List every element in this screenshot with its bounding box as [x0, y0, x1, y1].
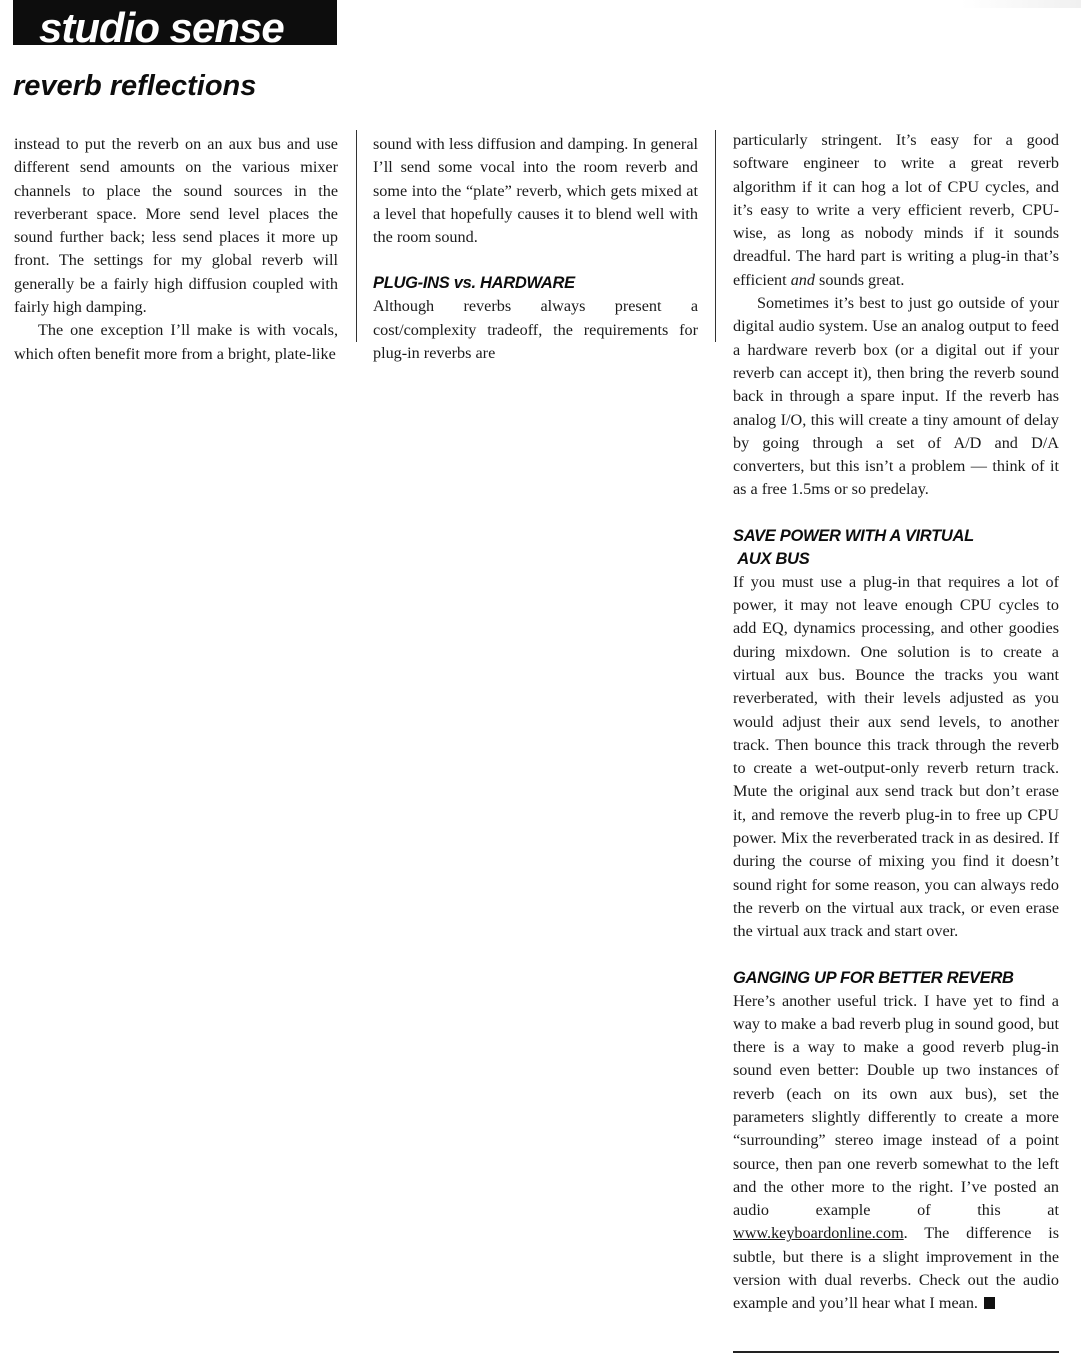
paragraph: [733, 129, 1059, 292]
column-3: [733, 129, 1059, 1316]
subheading-ganging-up: GANGING UP FOR BETTER REVERB: [733, 968, 1014, 987]
bottom-rule: [733, 1351, 1059, 1353]
text-run: particularly stringent. It’s easy for a good software engineer to write a great reverb algorithm if it can hog a lot of CPU cycles, and it’s easy to write a very efficient reverb, CPU-wise, as long as nobody minds if it sounds dreadful. The hard part is writing a plug-in that’s efficient: [733, 131, 1059, 289]
spacer: [733, 944, 1059, 967]
paragraph: Although reverbs always present a cost/complexity tradeoff, the requirements for plug-in reverbs are: [373, 297, 698, 363]
paragraph: If you must use a plug-in that requires a lot of power, it may not leave enough CPU cycles to add EQ, dynamics processing, and other goodies during mixdown. One solution is to create a virtual aux bus. Bounce the tracks you want reverberated, with their levels adjusted as you would adjust their aux send levels, to another track. Then bounce this track through the reverb to create a wet-output-only reverb return track. Mute the original aux send track but don’t erase it, and remove the reverb plug-in to free up CPU power. Mix the reverberated track in as desired. If during the course of mixing you find it doesn’t sound right for some reason, you can always redo the reverb on the virtual aux track, or even erase the virtual aux track and start over.: [733, 572, 1059, 941]
section-banner: [13, 0, 337, 45]
paragraph: sound with less diffusion and damping. In general I’ll send some vocal into the room reverb and some into the “plate” reverb, which gets mixed at a level that hopefully causes it to blend well with the room sound.: [373, 135, 698, 247]
spacer: [373, 249, 698, 272]
heading-line: AUX BUS: [737, 549, 810, 568]
paragraph: The one exception I’ll make is with vocals, which often benefit more from a bright, plate-like: [14, 321, 338, 363]
website-link[interactable]: www.keyboardonline.com: [733, 1224, 904, 1243]
heading-line: SAVE POWER WITH A VIRTUAL: [733, 526, 974, 545]
paragraph: instead to put the reverb on an aux bus and use different send amounts on the various mixer channels to place the sound sources in the reverberant space. More send level places the sound further back; less send places it more up front. The settings for my global reverb will generally be a fairly high diffusion coupled with fairly high damping.: [14, 135, 338, 317]
emphasis: and: [790, 270, 815, 289]
text-run: Here’s another useful trick. I have yet to find a way to make a bad reverb plug in sound good, but there is a way to make a good reverb plug-in sound even better: Double up two instances of reverb (each on its own aux bus), set the parameters slightly differently to create a more “surrounding” stereo image instead of a point source, then pan one reverb somewhat to the left and the other more to the right. I’ve posted an audio example of this at: [733, 991, 1059, 1220]
end-of-article-icon: [984, 1297, 995, 1309]
article-title: reverb reflections: [13, 70, 257, 102]
column-1: [14, 133, 338, 366]
column-divider: [356, 130, 357, 342]
paragraph: Sometimes it’s best to just go outside of your digital audio system. Use an analog output to feed a hardware reverb box (or a digital out if your reverb can accept it), then bring the reverb sound back in through a spare input. If the reverb has analog I/O, this will create a tiny amount of delay by going through a set of A/D and D/A converters, but this isn’t a problem — think of it as a free 1.5ms or so predelay.: [733, 294, 1059, 499]
subheading-plugins-vs-hardware: PLUG-INS vs. HARDWARE: [373, 274, 575, 293]
paragraph: [733, 990, 1059, 1316]
text-run: . The difference is subtle, but there is a slight improvement in the version with dual reverbs. Check out the audio example and you’ll hear what I mean.: [733, 1224, 1059, 1313]
spacer: [733, 502, 1059, 525]
scan-noise: [961, 0, 1081, 8]
subheading-save-power: [733, 525, 1059, 571]
column-2: [373, 133, 698, 365]
section-label: studio sense: [39, 4, 284, 45]
text-run: sounds great.: [814, 270, 905, 289]
column-divider: [715, 130, 716, 342]
